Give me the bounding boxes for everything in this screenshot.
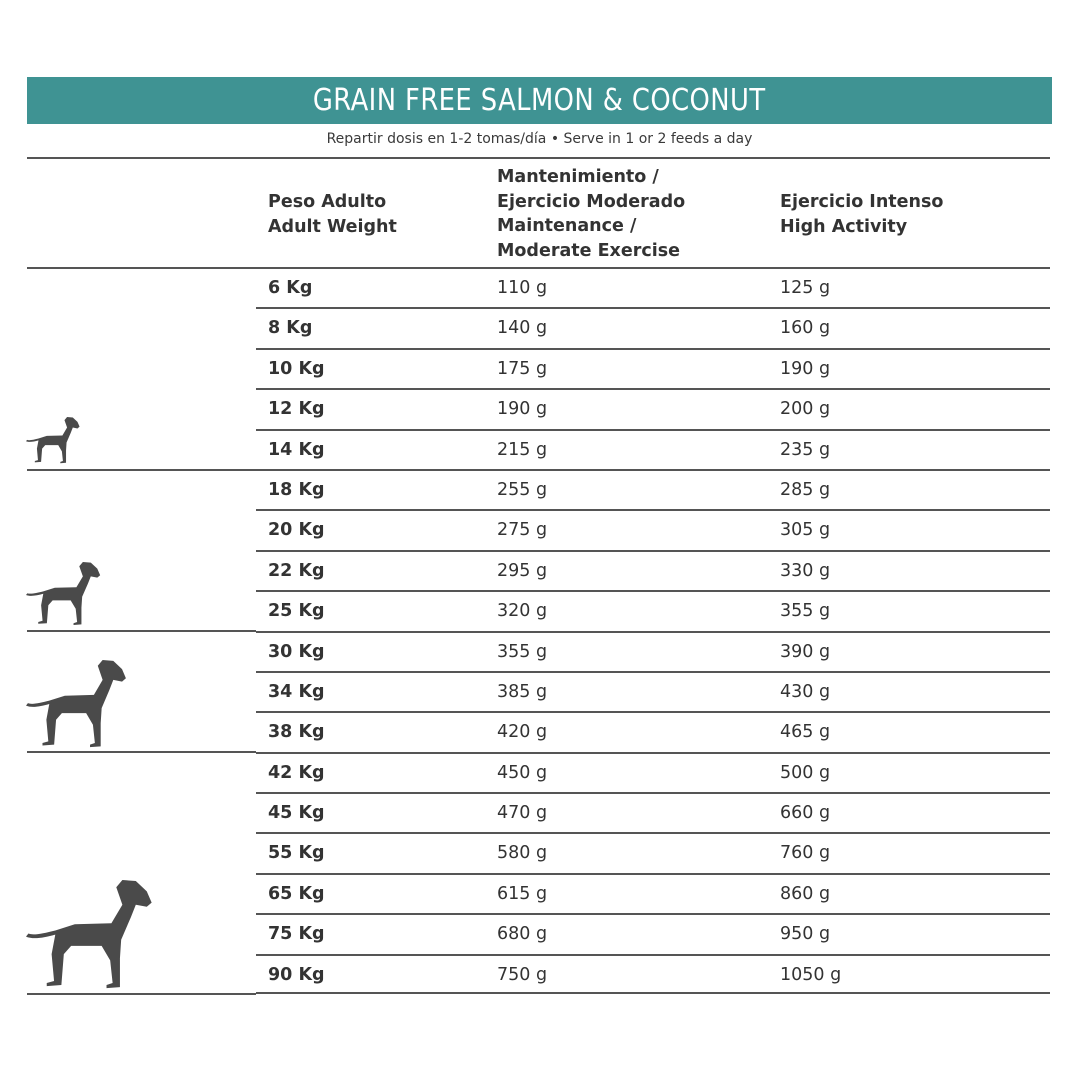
group-rule-3 — [27, 630, 256, 632]
maintenance-cell: 615 g — [497, 883, 548, 904]
weight-cell: 8 Kg — [268, 318, 313, 339]
high-activity-cell: 190 g — [780, 358, 831, 379]
header-maintenance-line-3: Maintenance / — [497, 216, 637, 236]
header-maintenance-line-4: Moderate Exercise — [497, 240, 680, 261]
maintenance-cell: 680 g — [497, 924, 548, 945]
header-high-activity — [780, 190, 943, 239]
maintenance-cell: 140 g — [497, 318, 548, 339]
maintenance-cell: 385 g — [497, 681, 548, 702]
high-activity-cell: 160 g — [780, 318, 831, 339]
table-row — [256, 832, 1050, 872]
maintenance-cell: 275 g — [497, 520, 548, 541]
table-row — [256, 631, 1050, 671]
header-weight-en: Adult Weight — [268, 216, 397, 237]
high-activity-cell: 285 g — [780, 479, 831, 500]
group-rule-4 — [27, 751, 256, 753]
high-activity-cell: 1050 g — [780, 964, 842, 985]
small-dog-icon — [26, 417, 80, 463]
header-weight-es: Peso Adulto — [268, 192, 387, 212]
group-rule-5 — [27, 993, 256, 995]
table-row — [256, 388, 1050, 428]
high-activity-cell: 390 g — [780, 641, 831, 662]
high-activity-cell: 430 g — [780, 681, 831, 702]
maintenance-cell: 320 g — [497, 601, 548, 622]
weight-cell: 6 Kg — [268, 278, 313, 298]
weight-cell: 22 Kg — [268, 560, 325, 581]
maintenance-cell: 190 g — [497, 399, 548, 420]
weight-cell: 14 Kg — [268, 439, 325, 460]
weight-cell: 55 Kg — [268, 843, 325, 864]
maintenance-cell: 110 g — [497, 278, 548, 298]
weight-cell: 30 Kg — [268, 641, 325, 662]
group-rule-2 — [27, 469, 256, 471]
header-maintenance-line-1: Mantenimiento / — [497, 167, 659, 187]
high-activity-cell: 950 g — [780, 924, 831, 945]
table-row — [256, 429, 1050, 469]
high-activity-cell: 760 g — [780, 843, 831, 864]
table-row — [256, 913, 1050, 953]
weight-cell: 65 Kg — [268, 883, 325, 904]
maintenance-cell: 175 g — [497, 358, 548, 379]
giant-dog-icon — [26, 880, 152, 988]
table-row — [256, 792, 1050, 832]
header-maintenance — [497, 165, 685, 263]
maintenance-cell: 470 g — [497, 803, 548, 824]
weight-cell: 75 Kg — [268, 924, 325, 945]
weight-cell: 90 Kg — [268, 964, 325, 985]
maintenance-cell: 750 g — [497, 964, 548, 985]
table-row — [256, 509, 1050, 549]
high-activity-cell: 860 g — [780, 883, 831, 904]
high-activity-cell: 330 g — [780, 560, 831, 581]
weight-cell: 34 Kg — [268, 681, 325, 702]
maintenance-cell: 215 g — [497, 439, 548, 460]
table-row — [256, 469, 1050, 509]
table-row — [256, 307, 1050, 347]
medium-dog-icon — [26, 562, 100, 625]
header-high-en: High Activity — [780, 216, 908, 237]
high-activity-cell: 355 g — [780, 601, 831, 622]
table-row — [256, 752, 1050, 792]
table-row — [256, 550, 1050, 590]
weight-cell: 45 Kg — [268, 803, 325, 824]
table-row — [256, 671, 1050, 711]
maintenance-cell: 295 g — [497, 560, 548, 581]
product-title: GRAIN FREE SALMON & COCONUT — [313, 83, 766, 118]
maintenance-cell: 255 g — [497, 479, 548, 500]
weight-cell: 42 Kg — [268, 762, 325, 783]
high-activity-cell: 235 g — [780, 439, 831, 460]
table-row — [256, 873, 1050, 913]
weight-cell: 25 Kg — [268, 601, 325, 622]
table-row — [256, 267, 1050, 307]
table-row — [256, 590, 1050, 630]
high-activity-cell: 500 g — [780, 762, 831, 783]
title-banner — [27, 77, 1052, 124]
weight-cell: 20 Kg — [268, 520, 325, 541]
maintenance-cell: 450 g — [497, 762, 548, 783]
weight-cell: 10 Kg — [268, 358, 325, 379]
header-top-rule — [27, 157, 1050, 159]
serving-note: Repartir dosis en 1-2 tomas/día • Serve in 1 or 2 feeds a day — [326, 131, 753, 147]
header-high-es: Ejercicio Intenso — [780, 192, 944, 212]
feeding-table — [256, 267, 1050, 994]
header-weight — [268, 190, 397, 239]
high-activity-cell: 305 g — [780, 520, 831, 541]
maintenance-cell: 580 g — [497, 843, 548, 864]
weight-cell: 12 Kg — [268, 399, 325, 420]
large-dog-icon — [26, 660, 126, 747]
high-activity-cell: 200 g — [780, 399, 831, 420]
weight-cell: 38 Kg — [268, 722, 325, 743]
maintenance-cell: 420 g — [497, 722, 548, 743]
table-row — [256, 711, 1050, 751]
weight-cell: 18 Kg — [268, 479, 325, 500]
group-rule-1 — [27, 267, 256, 269]
table-row — [256, 954, 1050, 994]
high-activity-cell: 660 g — [780, 803, 831, 824]
header-maintenance-line-2: Ejercicio Moderado — [497, 191, 686, 212]
high-activity-cell: 465 g — [780, 722, 831, 743]
maintenance-cell: 355 g — [497, 641, 548, 662]
table-row — [256, 348, 1050, 388]
high-activity-cell: 125 g — [780, 278, 831, 298]
